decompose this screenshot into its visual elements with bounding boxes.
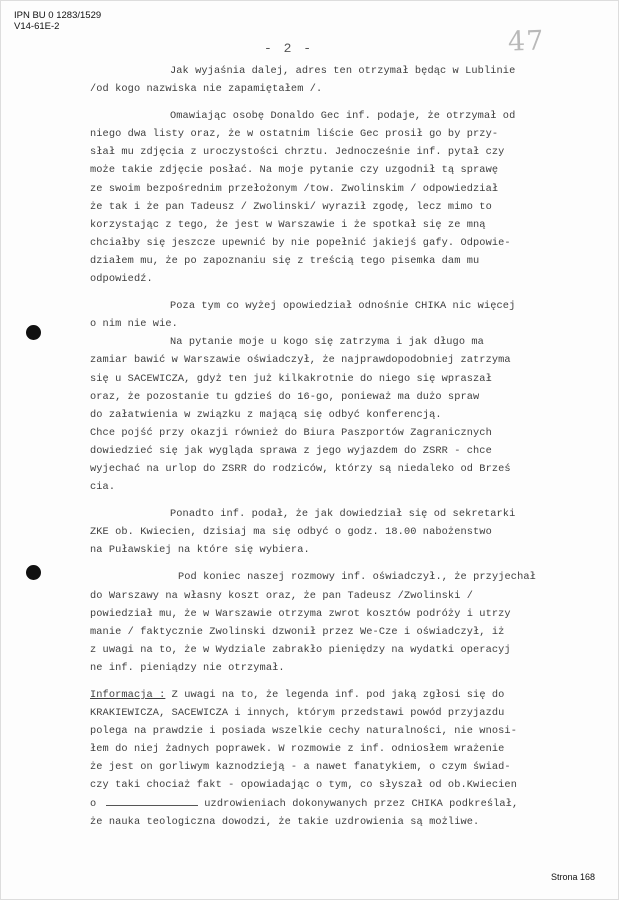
- text-line: zamiar bawić w Warszawie oświadczył, że najprawdopodobniej zatrzyma: [90, 354, 511, 367]
- text-line: polega na prawdzie i posiada wszelkie cechy naturalności, nie wnosi-: [90, 725, 517, 738]
- text-line: dowiedzieć się jak wygląda sprawa z jego wyjazdem do ZSRR - chce: [90, 444, 492, 457]
- text-line: może takie zdjęcie posłać. Na moje pytanie czy uzgodnił tą sprawę: [90, 164, 499, 177]
- text-line: Pod koniec naszej rozmowy inf. oświadczył., że przyjechał: [178, 571, 536, 584]
- text-line: oraz, że pozostanie tu gdzieś do 16-go, ponieważ ma dużo spraw: [90, 390, 480, 403]
- text-line: słał mu zdjęcia z uroczystości chrztu. Jednocześnie inf. pytał czy: [90, 146, 505, 159]
- punch-hole-icon: [26, 565, 41, 580]
- text-line: z uwagi na to, że w Wydziale zabrakło pieniędzy na wydatki operacyj: [90, 643, 511, 656]
- text-line: chciałby się jeszcze upewnić by nie popełnić jakiejś gafy. Odpowie-: [90, 236, 511, 249]
- text-line: ne inf. pieniądzy nie otrzymał.: [90, 661, 285, 674]
- text-line: o nim nie wie.: [90, 318, 178, 331]
- text-line: Jak wyjaśnia dalej, adres ten otrzymał będąc w Lublinie: [170, 65, 516, 77]
- text-line: niego dwa listy oraz, że w ostatnim liście Gec prosił go by przy-: [90, 128, 499, 141]
- text-line: korzystając z tego, że jest w Warszawie i że spotkał się ze mną: [90, 218, 486, 231]
- text-line: Poza tym co wyżej opowiedział odnośnie CHIKA nic więcej: [170, 300, 516, 313]
- text-line: /od kogo nazwiska nie zapamiętałem /.: [90, 83, 323, 96]
- text-line: manie / faktycznie Zwolinski dzwonił przez We-Cze i oświadczył, iż: [90, 625, 505, 638]
- text-line: Omawiając osobę Donaldo Gec inf. podaje, że otrzymał od: [170, 110, 516, 123]
- page-footer-label: Strona 168: [551, 872, 596, 882]
- archive-reference: [14, 10, 101, 32]
- blank-underline: [106, 795, 198, 806]
- text-line: działem mu, że po zapoznaniu się z treścią tego pisemka dam mu: [90, 254, 480, 267]
- text-fragment: uzdrowieniach dokonywanych przez CHIKA podkreślał,: [204, 797, 519, 810]
- info-text: Z uwagi na to, że legenda inf. pod jaką zgłosi się do: [165, 689, 505, 701]
- text-line: cia.: [90, 481, 116, 494]
- text-line: powiedział mu, że w Warszawie otrzyma zwrot kosztów podróży i utrzy: [90, 607, 511, 620]
- text-line: ZKE ob. Kwiecien, dzisiaj ma się odbyć o godz. 18.00 nabożenstwo: [90, 526, 492, 539]
- text-line: że jest on gorliwym kaznodzieją - a nawet fanatykiem, o czym świad-: [90, 761, 511, 774]
- text-line: do Warszawy na własny koszt oraz, że pan Tadeusz /Zwolinski /: [90, 589, 474, 602]
- text-line: [90, 686, 610, 704]
- text-line: odpowiedź.: [90, 273, 153, 286]
- text-line: że tak i że pan Tadeusz / Zwolinski/ wyraził zgodę, lecz mimo to: [90, 200, 492, 213]
- document-body: [90, 62, 610, 831]
- text-line: Ponadto inf. podał, że jak dowiedział się od sekretarki: [170, 508, 516, 521]
- page-number-mark: - 2 -: [264, 41, 314, 56]
- text-line: [90, 795, 610, 813]
- text-line: czy taki chociaż fakt - opowiadając o tym, co słyszał od ob.Kwiecien: [90, 779, 517, 792]
- text-line: KRAKIEWICZA, SACEWICZA i innych, którym przedstawi powód przyjazdu: [90, 707, 505, 720]
- archive-folder-code: V14-61E-2: [14, 21, 60, 32]
- text-fragment: o: [90, 797, 97, 810]
- text-line: na Puławskiej na które się wybiera.: [90, 544, 310, 557]
- text-line: do załatwienia w związku z mającą się odbyć konferencją.: [90, 408, 442, 421]
- text-line: wyjechać na urlop do ZSRR do rodziców, którzy są niedaleko od Brześ: [90, 462, 511, 475]
- text-line: łem do niej żadnych poprawek. W rozmowie z inf. odniosłem wrażenie: [90, 743, 505, 756]
- archive-signature: IPN BU 0 1283/1529: [14, 10, 102, 21]
- text-line: ze swoim bezpośrednim przełożonym /tow. Zwolinskim / odpowiedział: [90, 182, 499, 195]
- punch-hole-icon: [26, 325, 41, 340]
- text-line: Na pytanie moje u kogo się zatrzyma i jak długo ma: [170, 336, 484, 349]
- text-line: że nauka teologiczna dowodzi, że takie uzdrowienia są możliwe.: [90, 815, 480, 828]
- info-label: Informacja :: [90, 689, 166, 701]
- text-line: się u SACEWICZA, gdyż ten już kilkakrotnie do niego się wpraszał: [90, 372, 492, 385]
- text-line: Chce pojść przy okazji również do Biura Paszportów Zagranicznych: [90, 426, 492, 439]
- handwritten-page-number: 47: [507, 25, 545, 58]
